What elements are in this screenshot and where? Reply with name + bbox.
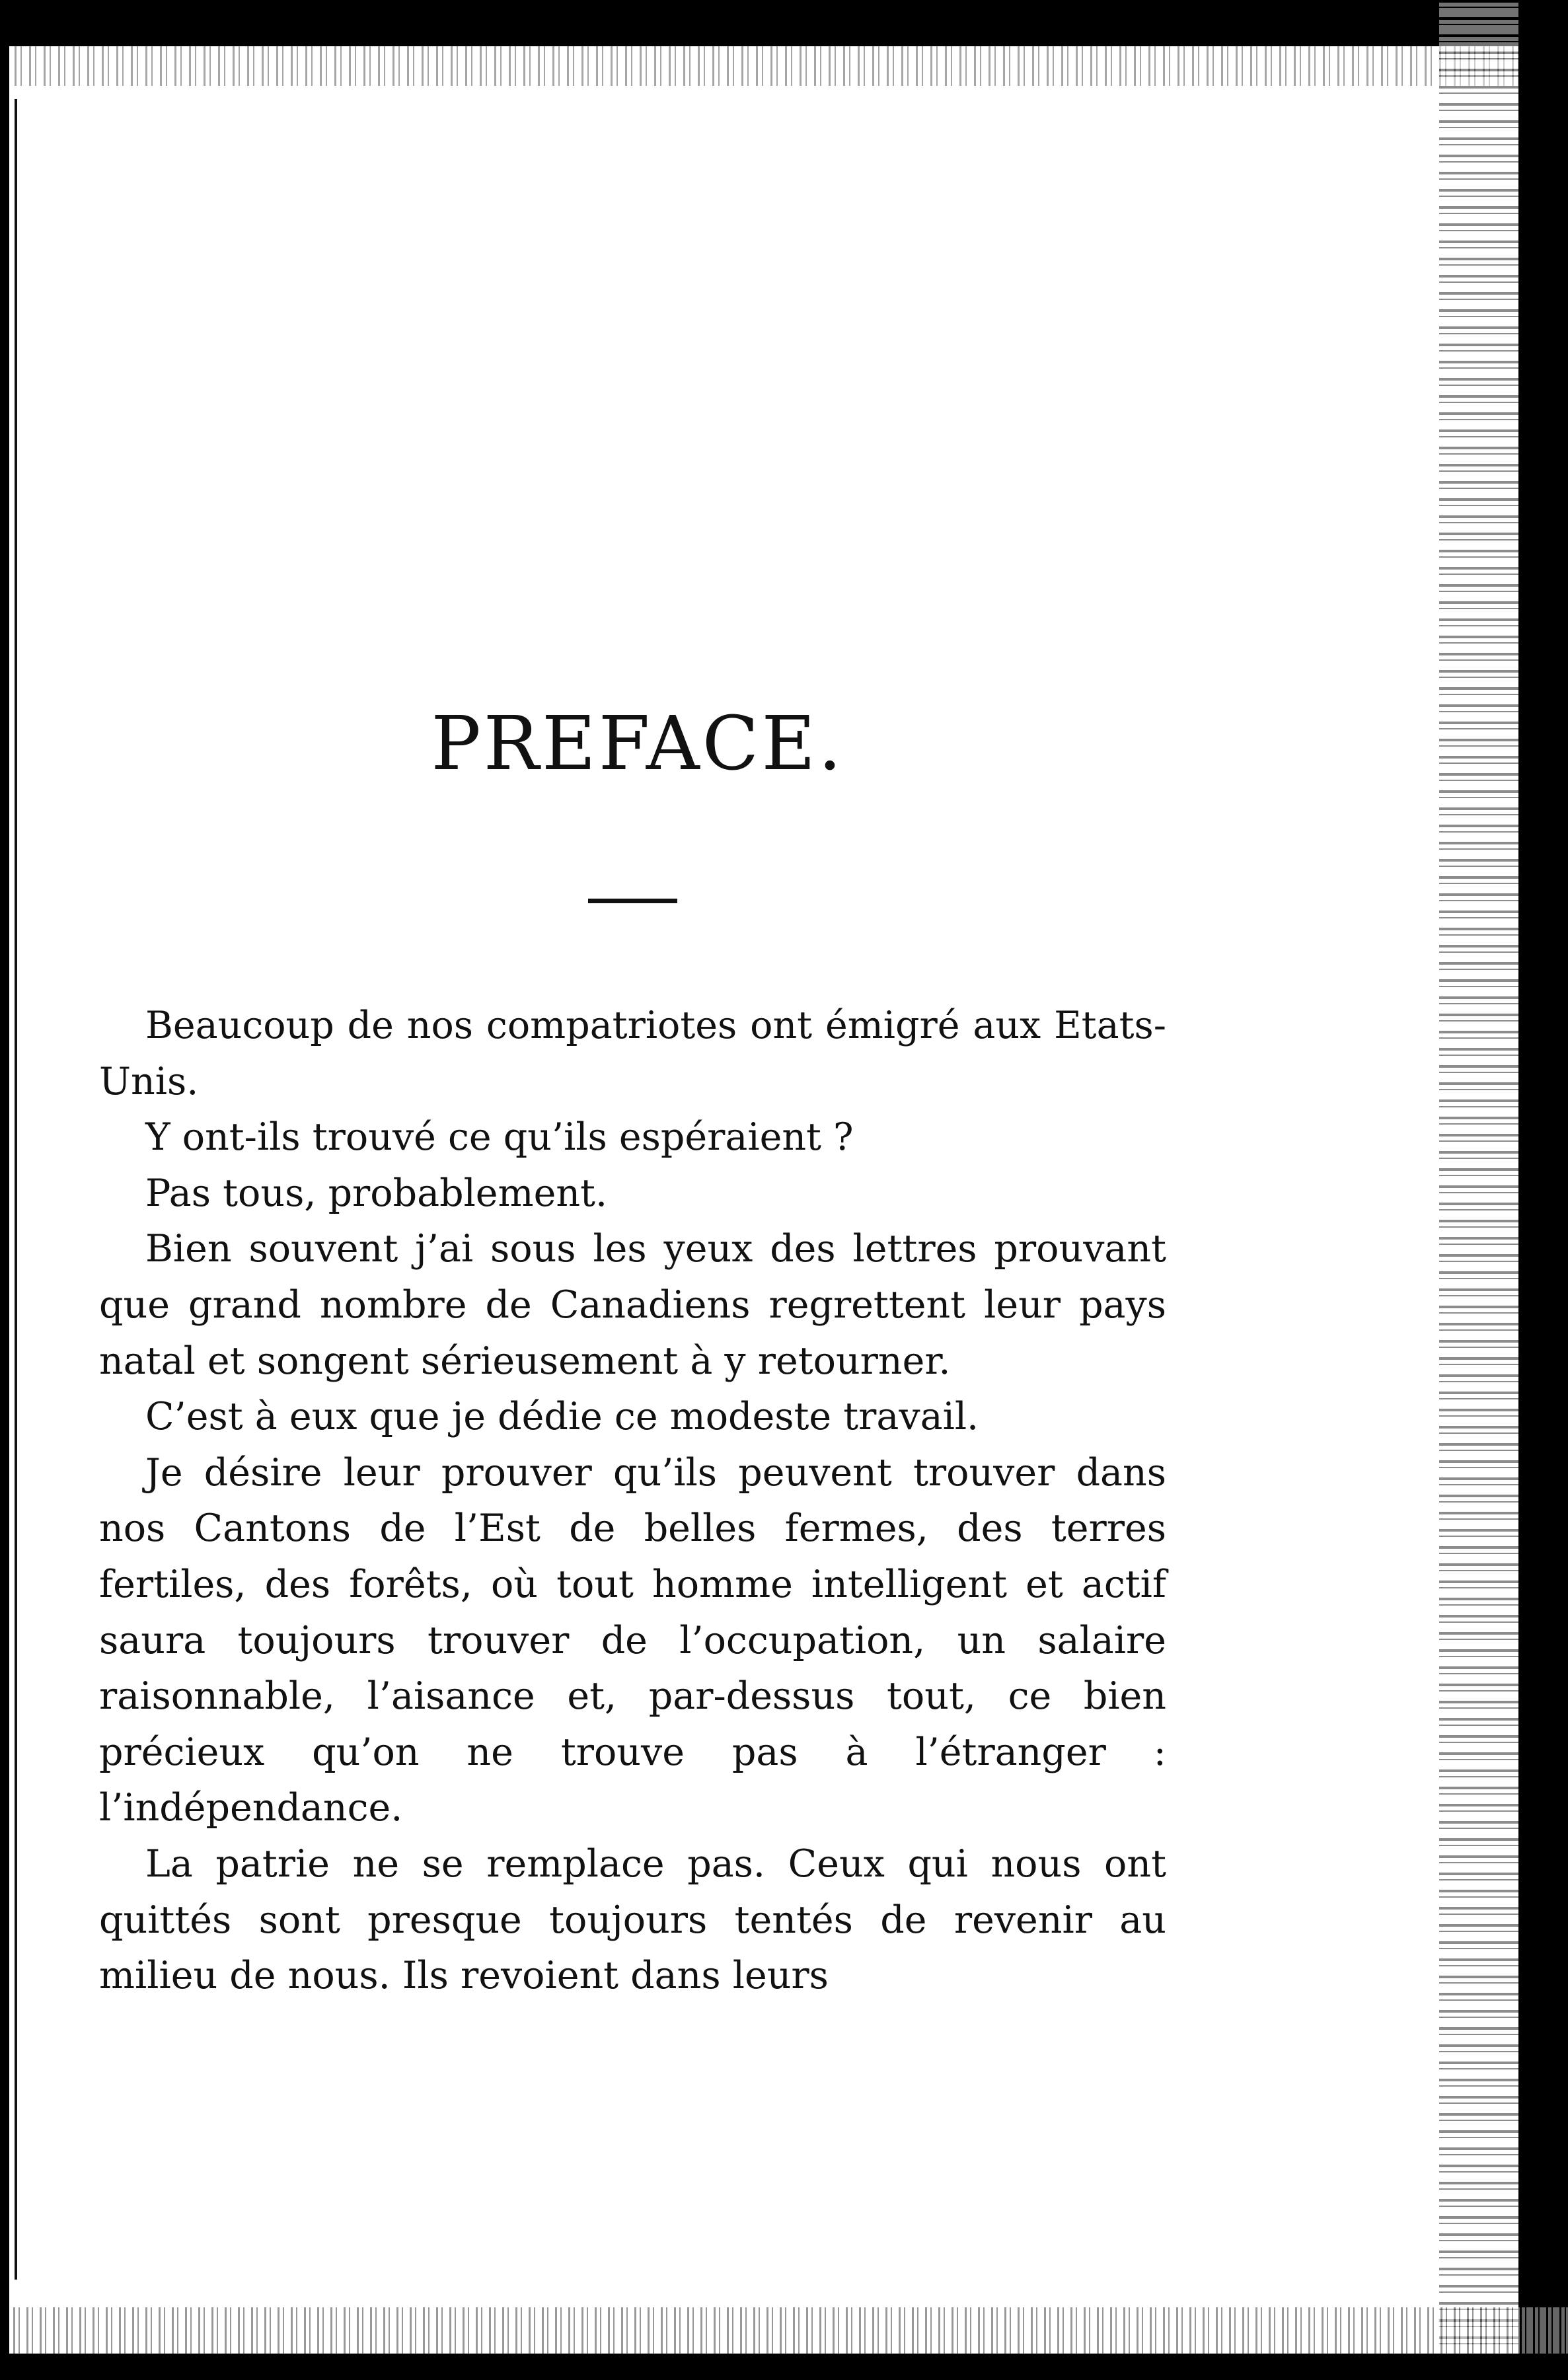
title-rule xyxy=(588,899,677,903)
paragraph: Y ont-ils trouvé ce qu’ils espéraient ? xyxy=(145,1115,854,1160)
body-text xyxy=(99,998,1166,2004)
scan-edge-bottom-noise xyxy=(0,2307,1568,2354)
paragraph: La patrie ne se remplace pas. Ceux qui nous ont quittés sont presque toujours tentés de revenir au milieu de nous. Ils revoient dans leurs xyxy=(99,1841,1166,1998)
scan-edge-top-noise xyxy=(0,46,1568,86)
book-spine-line xyxy=(15,99,17,2280)
scan-edge-right xyxy=(1518,0,1568,2380)
scan-edge-bottom xyxy=(0,2354,1568,2380)
scan-edge-top xyxy=(0,0,1568,46)
scan-edge-right-noise xyxy=(1439,0,1518,2380)
paragraph: Pas tous, probablement. xyxy=(145,1171,608,1215)
paragraph: C’est à eux que je dédie ce modeste travail. xyxy=(145,1395,979,1439)
scan-edge-left xyxy=(0,0,9,2380)
paragraph: Beaucoup de nos compatriotes ont émigré aux Etats-Unis. xyxy=(99,1004,1166,1103)
paragraph: Bien souvent j’ai sous les yeux des lettres prouvant que grand nombre de Canadiens regrettent leur pays natal et songent sérieusement à y retourner. xyxy=(99,1227,1166,1383)
page-title: PREFACE. xyxy=(431,701,844,787)
paragraph: Je désire leur prouver qu’ils peuvent trouver dans nos Cantons de l’Est de belles fermes, des terres fertiles, des forêts, où tout homme intelligent et actif saura toujours trouver de l’occupation, un salaire raisonnable, l’aisance et, par-dessus tout, ce bien précieux qu’on ne trouve pas à l’étranger : l’indépendance. xyxy=(99,1450,1166,1830)
